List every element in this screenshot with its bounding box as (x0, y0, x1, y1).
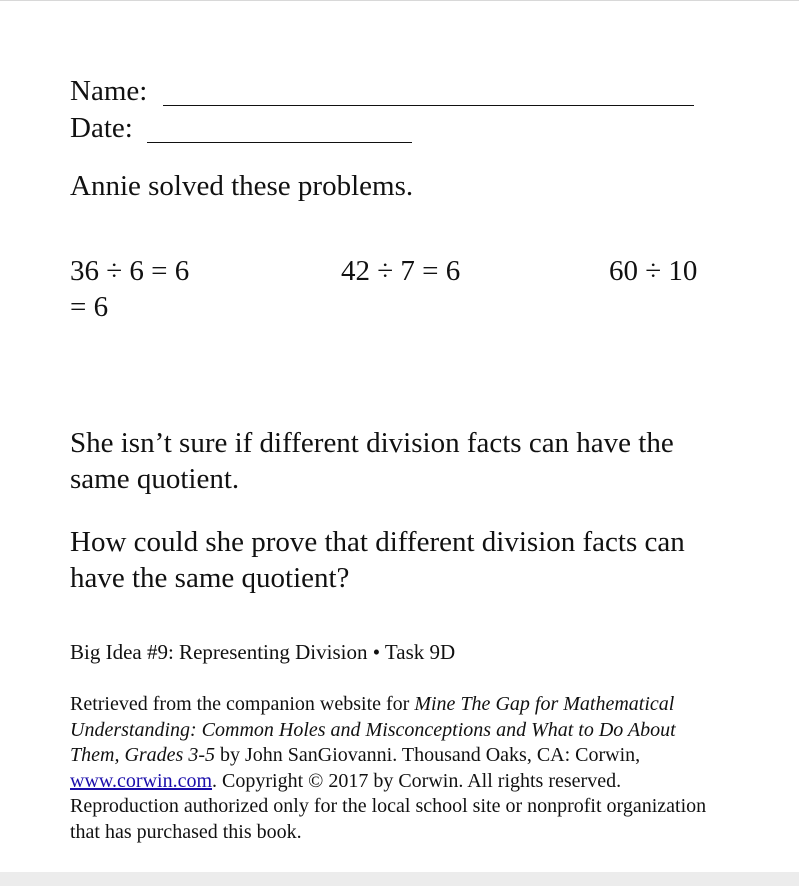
question-prove: How could she prove that different division facts can have the same quotient? (70, 526, 685, 594)
intro-text: Annie solved these problems. (70, 170, 414, 202)
date-label: Date: (70, 112, 133, 144)
corwin-link[interactable]: www.corwin.com (70, 769, 213, 792)
credit-mid: by John SanGiovanni. Thousand Oaks, CA: Corwin, (215, 744, 641, 766)
problem-1: 36 ÷ 6 = 6 (70, 255, 190, 287)
credit-prefix: Retrieved from the companion website for (70, 693, 415, 715)
problem-3: 60 ÷ 10 (609, 255, 698, 287)
problem-3-continued: = 6 (70, 291, 109, 323)
question-uncertain: She isn’t sure if different division facts can have the same quotient. (70, 427, 674, 495)
name-label: Name: (70, 75, 148, 107)
book-title: Mine The Gap for Mathematical Understanding: Common Holes and Misconceptions and What to Do About Them, Grades 3-5 (70, 693, 676, 766)
problem-2: 42 ÷ 7 = 6 (341, 255, 461, 287)
credit-suffix: . Copyright © 2017 by Corwin. All rights reserved. Reproduction authorized only for the local school site or nonprofit organization that has purchased this book. (70, 769, 707, 843)
date-line[interactable] (147, 142, 412, 143)
credit-text (70, 692, 730, 845)
name-line[interactable] (163, 105, 694, 106)
task-label: Big Idea #9: Representing Division • Task 9D (70, 640, 456, 664)
